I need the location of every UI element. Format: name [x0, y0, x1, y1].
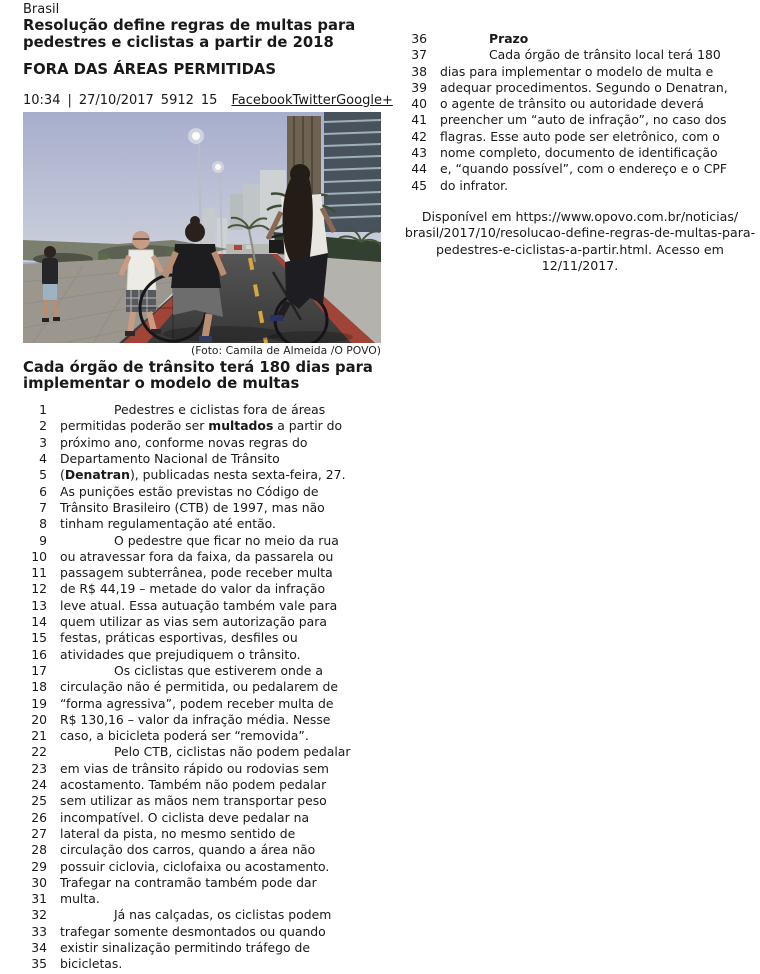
line-text: O pedestre que ficar no meio da rua: [114, 532, 339, 548]
text-line: [403, 178, 757, 194]
line-text: Trânsito Brasileiro (CTB) de 1997, mas não: [60, 499, 325, 515]
line-text: nome completo, documento de identificação: [440, 145, 718, 161]
line-text: bicicletas.: [60, 956, 123, 972]
line-text: Departamento Nacional de Trânsito: [60, 451, 280, 467]
text-line: [23, 598, 381, 614]
text-line: [23, 712, 381, 728]
text-line: [403, 145, 757, 161]
line-number: 9: [39, 532, 47, 548]
text-line: [23, 875, 381, 891]
text-line: [23, 581, 381, 597]
text-line: [23, 793, 381, 809]
text-line: [23, 859, 381, 875]
line-text: trafegar somente desmontados ou quando: [60, 923, 326, 939]
text-line: [23, 696, 381, 712]
text-line: [23, 924, 381, 940]
line-text: multa.: [60, 891, 100, 907]
googleplus-link[interactable]: Google+: [336, 92, 393, 108]
line-number: 16: [31, 646, 47, 662]
line-number: 45: [411, 177, 427, 193]
line-number: 31: [31, 891, 47, 907]
article-photo: [23, 112, 381, 343]
line-number: 6: [39, 483, 47, 499]
left-column: [23, 2, 393, 973]
line-number: 34: [31, 939, 47, 955]
text-line: [403, 31, 757, 47]
line-text: Os ciclistas que estiverem onde a: [114, 662, 323, 678]
numbered-lines-right: [403, 31, 757, 194]
line-text: e, “quando possível”, com o endereço e o CPF: [440, 161, 727, 177]
line-number: 29: [31, 858, 47, 874]
line-number: 35: [31, 956, 47, 972]
text-line: [23, 761, 381, 777]
line-number: 12: [31, 581, 47, 597]
line-text: ou atravessar fora da faixa, da passarela ou: [60, 548, 334, 564]
line-number: 32: [31, 907, 47, 923]
text-line: [23, 467, 381, 483]
line-number: 30: [31, 874, 47, 890]
line-number: 27: [31, 825, 47, 841]
meta-separator: |: [67, 92, 72, 108]
line-number: 10: [31, 548, 47, 564]
meta-date: 27/10/2017: [78, 92, 154, 108]
article-meta: [23, 92, 393, 108]
text-line: [23, 533, 381, 549]
text-line: [23, 907, 381, 923]
text-line: [23, 435, 381, 451]
source-line: Disponível em https://www.opovo.com.br/noticias/: [421, 208, 739, 224]
text-line: [23, 647, 381, 663]
line-number: 11: [31, 565, 47, 581]
line-text: em vias de trânsito rápido ou rodovias sem: [60, 760, 330, 776]
line-text: sem utilizar as mãos nem transportar peso: [60, 793, 327, 809]
text-line: [23, 565, 381, 581]
line-text: circulação não é permitida, ou pedalarem de: [60, 679, 339, 695]
line-text: o agente de trânsito ou autoridade deverá: [440, 96, 704, 112]
line-number: 41: [411, 112, 427, 128]
text-line: [23, 679, 381, 695]
line-text: incompatível. O ciclista deve pedalar na: [60, 809, 310, 825]
line-text: dias para implementar o modelo de multa e: [440, 63, 714, 79]
line-text: Pelo CTB, ciclistas não podem pedalar: [114, 744, 351, 760]
line-number: 7: [39, 499, 47, 515]
meta-time: 10:34: [23, 92, 61, 108]
numbered-lines-left: [23, 402, 381, 972]
line-text: possuir ciclovia, ciclofaixa ou acostamento.: [60, 858, 330, 874]
line-text: existir sinalização permitindo tráfego de: [60, 939, 311, 955]
text-line: [23, 549, 381, 565]
line-number: 43: [411, 145, 427, 161]
line-text: permitidas poderão ser multados a partir do: [60, 418, 343, 434]
text-line: [403, 112, 757, 128]
line-text: (Denatran), publicadas nesta sexta-feira, 27.: [60, 467, 346, 483]
meta-count-2: 15: [200, 92, 218, 108]
line-number: 8: [39, 516, 47, 532]
text-line: [23, 728, 381, 744]
text-line: [403, 129, 757, 145]
text-line: [23, 614, 381, 630]
line-number: 13: [31, 597, 47, 613]
text-line: [23, 663, 381, 679]
line-text: Pedestres e ciclistas fora de áreas: [114, 402, 326, 418]
line-text: leve atual. Essa autuação também vale para: [60, 597, 338, 613]
text-line: [23, 402, 381, 418]
line-number: 22: [31, 744, 47, 760]
line-number: 28: [31, 842, 47, 858]
line-number: 44: [411, 161, 427, 177]
line-number: 37: [411, 47, 427, 63]
text-line: [23, 418, 381, 434]
section-label: Brasil: [23, 2, 60, 17]
right-column: [403, 22, 757, 275]
line-number: 1: [39, 402, 47, 418]
line-number: 20: [31, 711, 47, 727]
text-line: [403, 96, 757, 112]
line-number: 39: [411, 79, 427, 95]
text-line: [23, 956, 381, 972]
social-share-links: [231, 93, 392, 108]
facebook-link[interactable]: Facebook: [231, 92, 293, 108]
line-text: festas, práticas esportivas, desfiles ou: [60, 630, 298, 646]
source-line: brasil/2017/10/resolucao-define-regras-de-multas-para-: [404, 225, 756, 241]
line-text: “forma agressiva”, podem receber multa de: [60, 695, 334, 711]
source-line: pedestres-e-ciclistas-a-partir.html. Acesso em 12/11/2017.: [436, 241, 724, 274]
line-number: 23: [31, 760, 47, 776]
line-text: caso, a bicicleta poderá ser “removida”.: [60, 728, 309, 744]
meta-count-1: 5912: [160, 92, 194, 108]
text-line: [23, 826, 381, 842]
line-number: 40: [411, 96, 427, 112]
line-text: adequar procedimentos. Segundo o Denatran,: [440, 79, 728, 95]
text-line: [403, 64, 757, 80]
line-text: preencher um “auto de infração”, no caso dos: [440, 112, 727, 128]
line-text: As punições estão previstas no Código de: [60, 483, 319, 499]
twitter-link[interactable]: Twitter: [292, 92, 337, 108]
photo-credit: (Foto: Camila de Almeida /O POVO): [191, 343, 381, 357]
line-text: quem utilizar as vias sem autorização para: [60, 614, 327, 630]
line-number: 15: [31, 630, 47, 646]
text-line: [23, 484, 381, 500]
line-number: 42: [411, 128, 427, 144]
line-number: 17: [31, 662, 47, 678]
line-text: flagras. Esse auto pode ser eletrônico, com o: [440, 128, 720, 144]
text-line: [23, 940, 381, 956]
text-line: [23, 842, 381, 858]
line-number: 14: [31, 614, 47, 630]
line-number: 21: [31, 728, 47, 744]
text-line: [403, 80, 757, 96]
text-line: [23, 516, 381, 532]
line-text: circulação dos carros, quando a área não: [60, 842, 316, 858]
line-text: lateral da pista, no mesmo sentido de: [60, 825, 296, 841]
line-text: Trafegar na contramão também pode dar: [60, 874, 317, 890]
text-line: [23, 810, 381, 826]
line-number: 2: [39, 418, 47, 434]
text-line: [23, 500, 381, 516]
article-subtitle: Cada órgão de trânsito terá 180 dias para implementar o modelo de multas: [23, 358, 373, 393]
line-text: próximo ano, conforme novas regras do: [60, 434, 308, 450]
line-text: Prazo: [489, 31, 529, 46]
line-text: atividades que prejudiquem o trânsito.: [60, 646, 301, 662]
line-text: do infrator.: [440, 177, 509, 193]
line-text: R$ 130,16 – valor da infração média. Nesse: [60, 711, 331, 727]
text-line: [403, 47, 757, 63]
line-number: 38: [411, 63, 427, 79]
line-text: Já nas calçadas, os ciclistas podem: [114, 907, 332, 923]
line-number: 18: [31, 679, 47, 695]
line-number: 24: [31, 777, 47, 793]
line-number: 5: [39, 467, 47, 483]
text-line: [23, 451, 381, 467]
article-kicker: FORA DAS ÁREAS PERMITIDAS: [23, 60, 277, 78]
line-text: tinham regulamentação até então.: [60, 516, 276, 532]
text-line: [23, 630, 381, 646]
line-number: 33: [31, 923, 47, 939]
text-line: [23, 777, 381, 793]
line-number: 19: [31, 695, 47, 711]
source-citation: [403, 209, 757, 275]
article-title: Resolução define regras de multas para pedestres e ciclistas a partir de 2018: [23, 17, 356, 51]
text-line: [403, 161, 757, 177]
line-number: 4: [39, 451, 47, 467]
text-line: [23, 744, 381, 760]
line-text: Cada órgão de trânsito local terá 180: [489, 47, 721, 63]
line-text: passagem subterrânea, pode receber multa: [60, 565, 333, 581]
line-text: acostamento. Também não podem pedalar: [60, 777, 327, 793]
line-number: 3: [39, 434, 47, 450]
line-number: 25: [31, 793, 47, 809]
text-line: [23, 891, 381, 907]
line-number: 36: [411, 31, 427, 46]
line-number: 26: [31, 809, 47, 825]
line-text: de R$ 44,19 – metade do valor da infração: [60, 581, 326, 597]
